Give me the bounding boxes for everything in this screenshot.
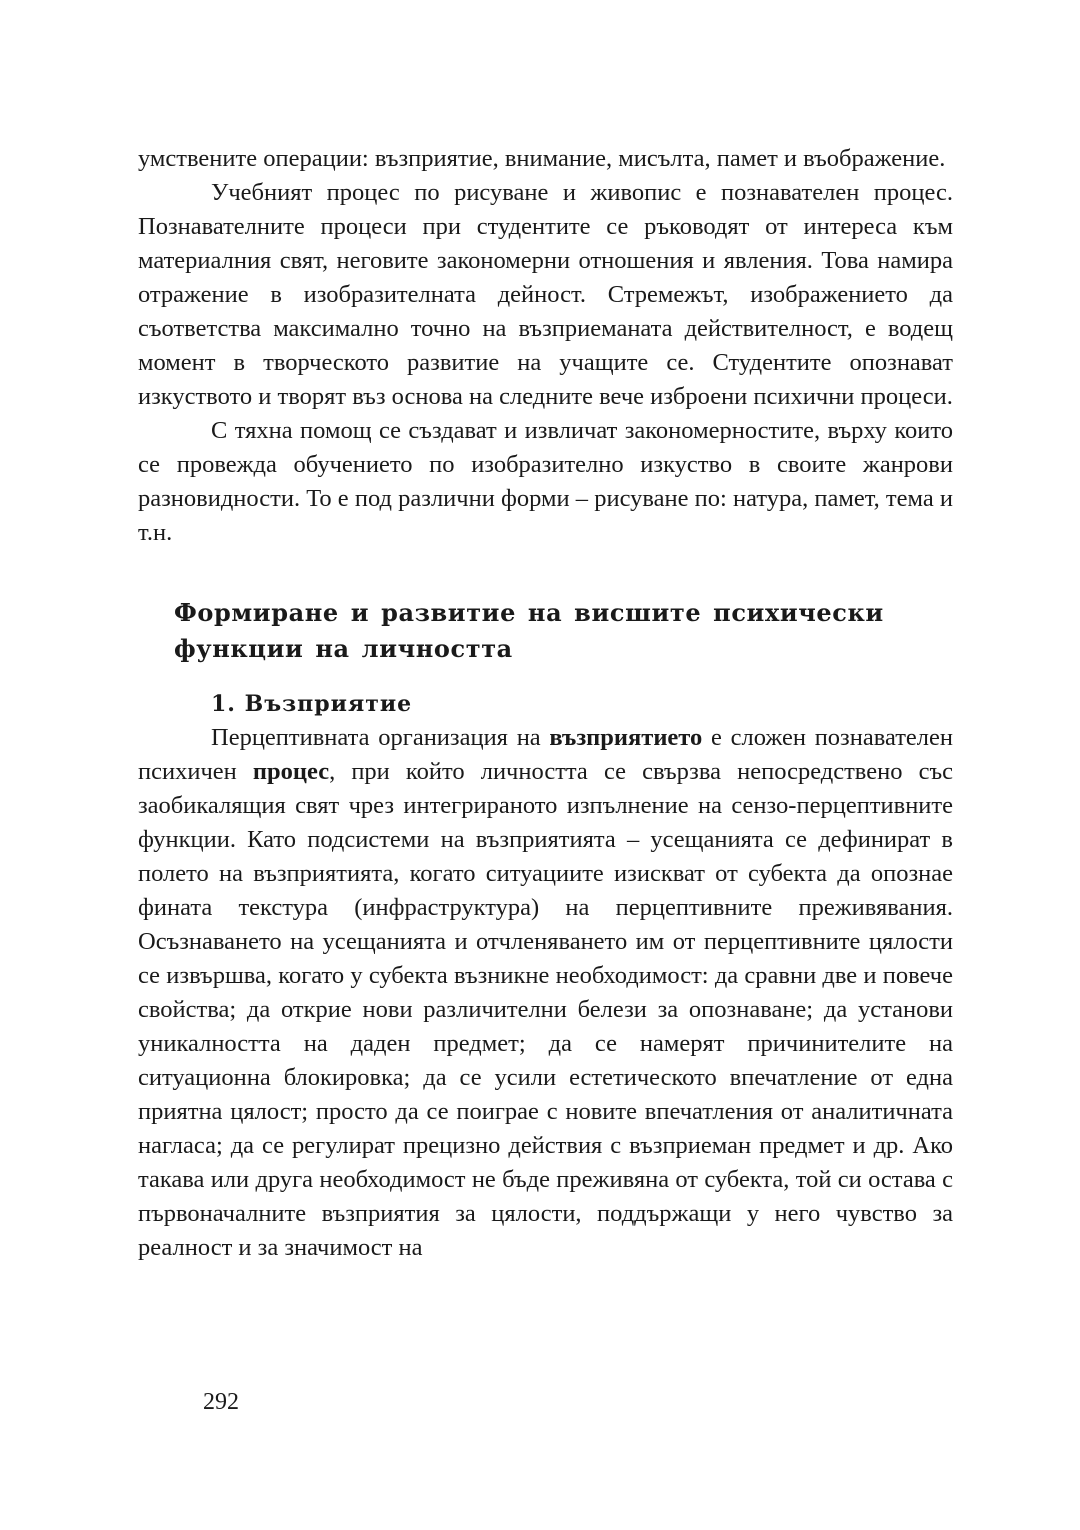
perception-text-2: е сложен познавателен психичен (138, 724, 953, 785)
process-bold-term: процес (252, 758, 330, 785)
paragraph-patterns: С тяхна помощ се създават и извличат закономерностите, върху които се провежда обучението по изобразително изкуство в своите жанрови разновидности. То е под различни форми – рисуване по: натура, памет, тема и т.н. (138, 417, 953, 546)
perception-text-1: Перцептивната организация на (211, 724, 550, 751)
section-heading: Формиране и развитие на висшите психически функции на личността (174, 598, 884, 663)
subsection-heading: 1. Възприятие (211, 691, 413, 717)
page-number: 292 (203, 1389, 239, 1415)
perception-text-3: , при който личността се свързва непосредствено със заобикалящия свят чрез интегрираното изпълнение на сензо-перцептивните функции. Като подсистеми на възприятията – усещанията се дефинират в полето на възприятията, когато ситуациите изискват от субекта да опознае фината текстура (инфраструктура) на перцептивните преживявания. Осъзнаването на усещанията и отчленяването им от перцептивните цялости се извършва, когато у субекта възникне необходимост: да сравни две и повече свойства; да открие нови различителни белези за опознаване; да установи уникалността на даден предмет; да се намерят причинителите на ситуационна блокировка; да се усили естетическото впечатление от една приятна цялост; просто да се поиграе с новите впечатления от аналитичната нагласа; да се регулират прецизно действия с възприеман предмет и др. Ако такава или друга необходимост не бъде преживяна от субекта, той си остава с първоначалните възприятия за цялости, поддържащи у него чувство за реалност и за значимост на (138, 758, 954, 1261)
paragraph-perception (138, 721, 953, 1265)
body-text (138, 142, 953, 1265)
paragraph-learning-process: Учебният процес по рисуване и живопис е познавателен процес. Познавателните процеси при студентите се ръководят от интереса към материалния свят, неговите закономерни отношения и явления. Това намира отражение в изобразителната дейност. Стремежът, изображението да съответства максимално точно на възприеманата действителност, е водещ момент в творческото развитие на учащите се. Студентите опознават изкуството и творят въз основа на следните вече изброени психични процеси. (138, 179, 953, 410)
perception-bold-term: възприятието (549, 724, 703, 751)
paragraph-continuation: умствените операции: възприятие, внимание, мисълта, памет и въображение. (138, 145, 946, 172)
